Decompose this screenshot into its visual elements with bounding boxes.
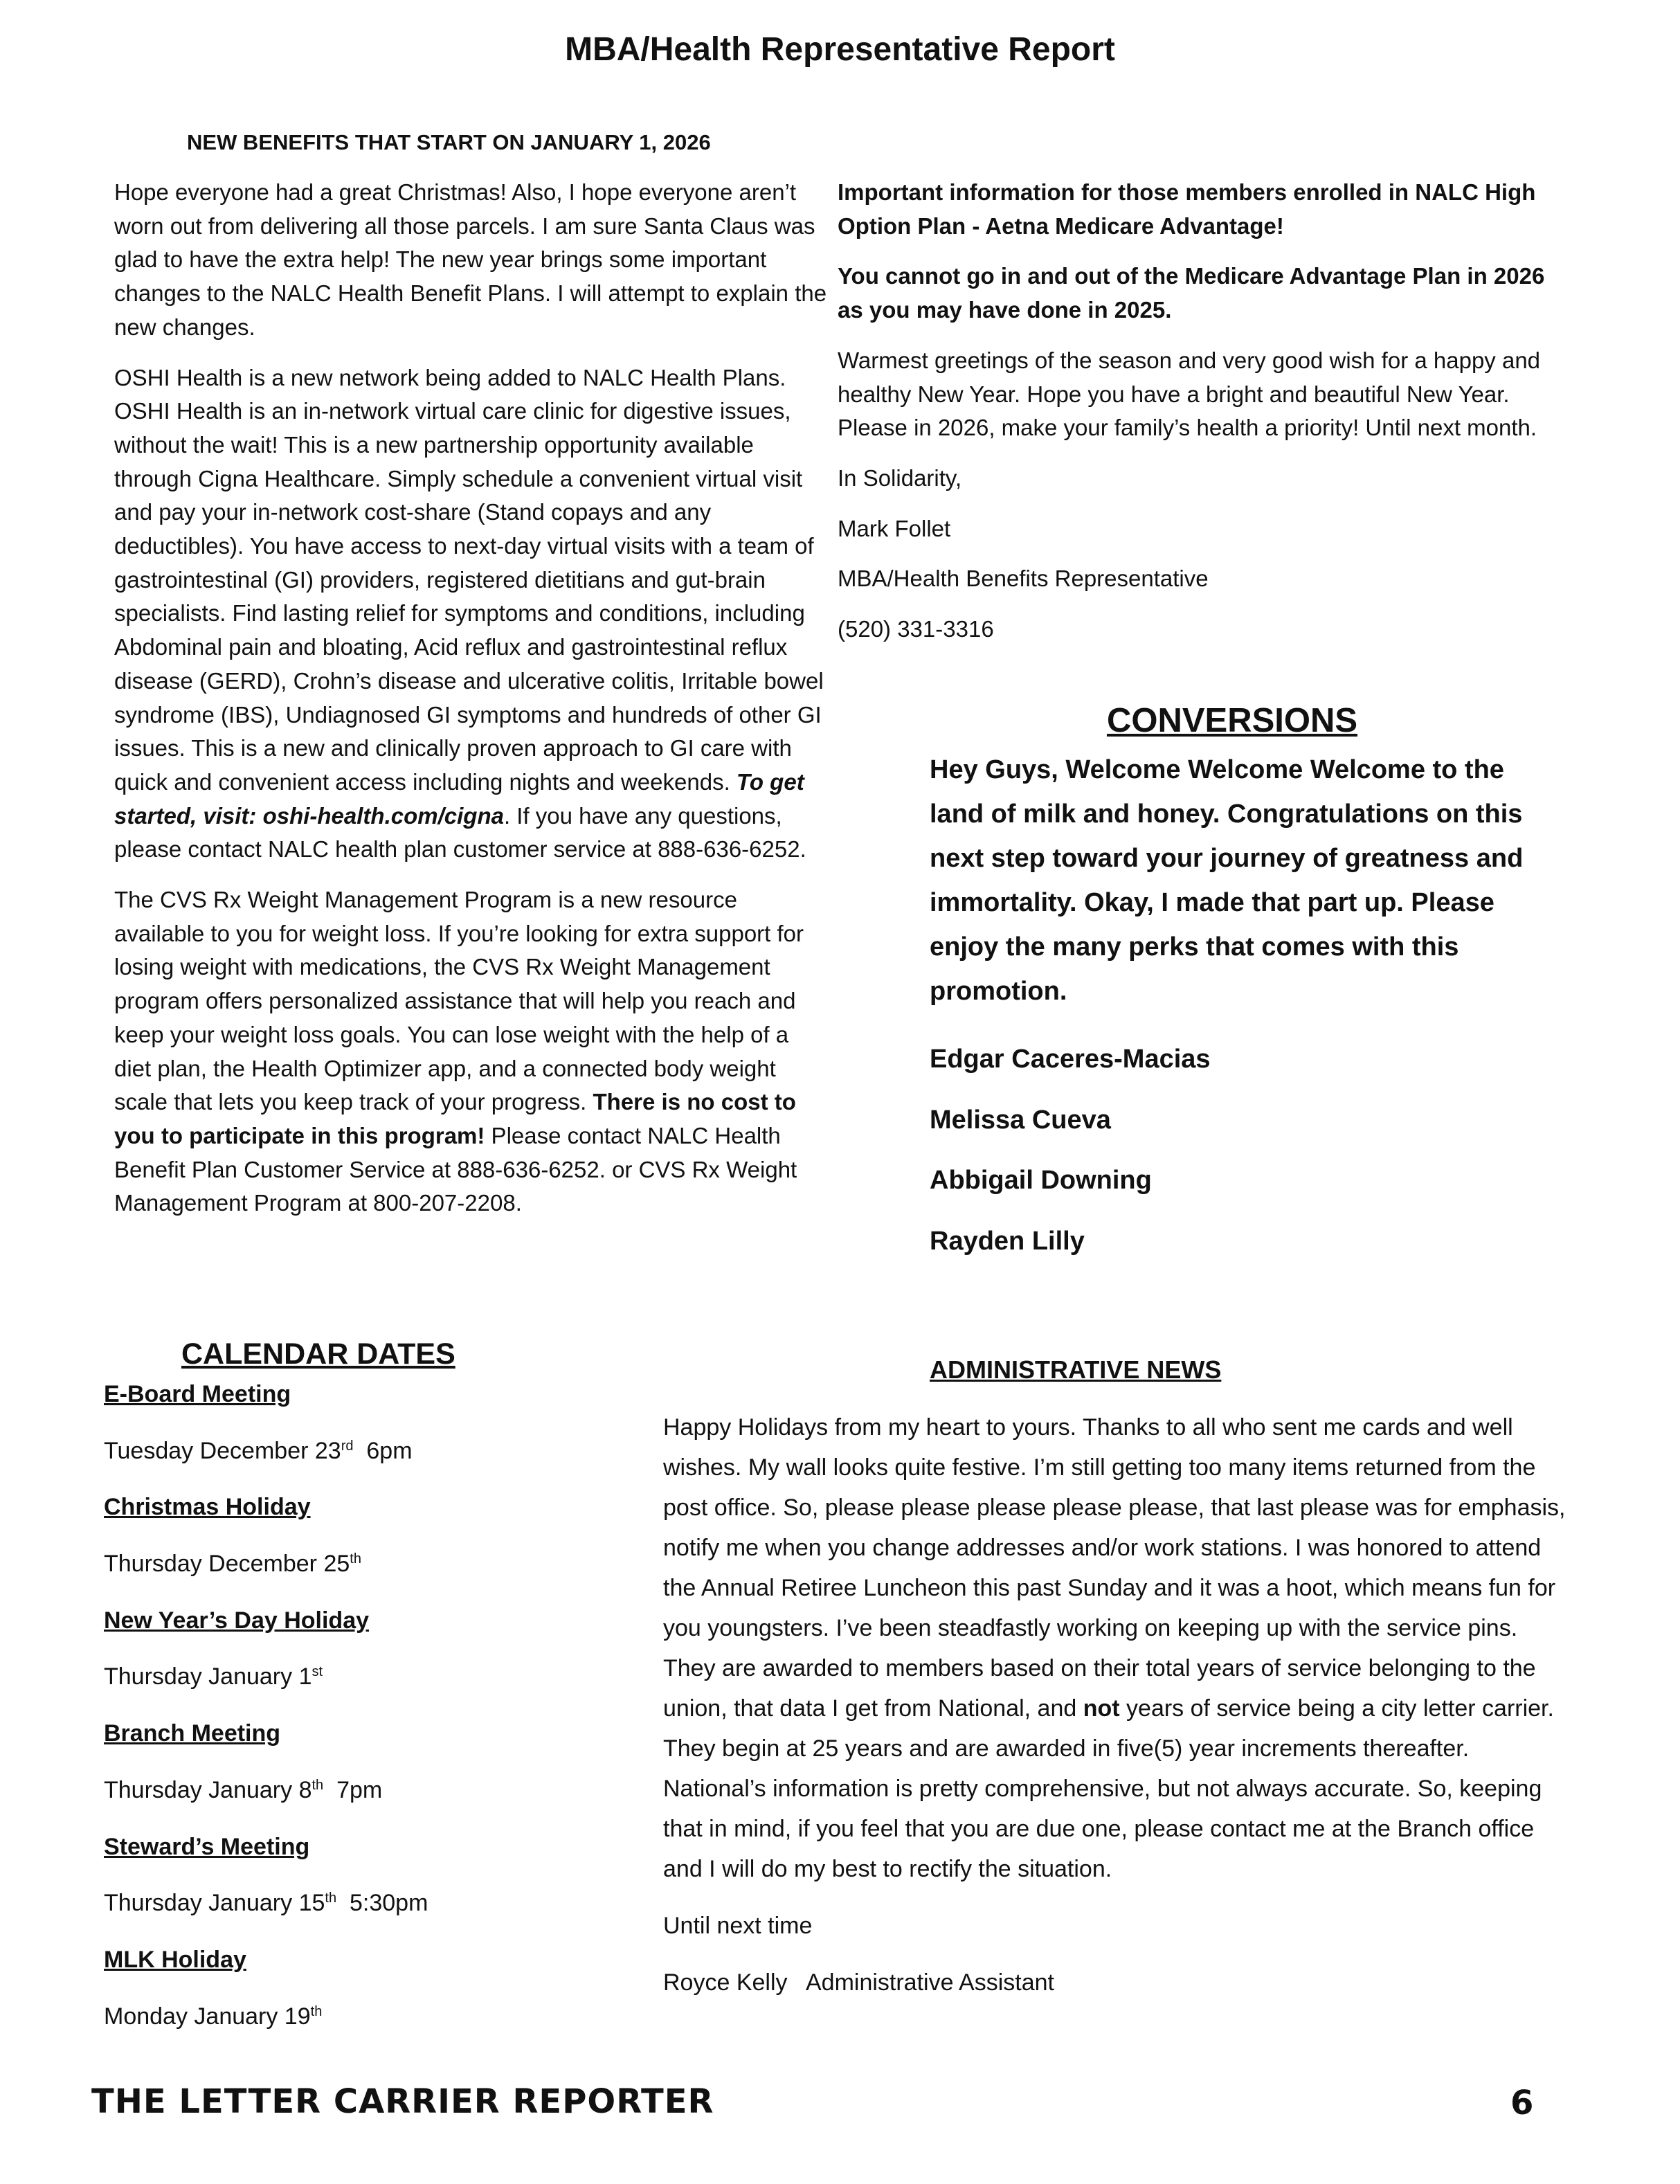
event-date-suffix: th (311, 1777, 324, 1793)
admin-signature: Royce Kelly Administrative Assistant (663, 1969, 1055, 1996)
admin-news-title: ADMINISTRATIVE NEWS (930, 1355, 1222, 1384)
event-date-text: Thursday January 8 (104, 1776, 312, 1803)
admin-signoff: Until next time (663, 1913, 813, 1939)
conversions-names (930, 1029, 1211, 1272)
calendar-event-date (104, 1777, 428, 1834)
benefits-column (114, 176, 827, 1237)
oshi-health-text: OSHI Health is a new network being added to NALC Health Plans. OSHI Health is an in-network virtual care clinic for digestive issues, without the wait! This is a new partnership opportunity available through Cigna Healthcare. Simply schedule a convenient virtual visit and pay your in-network cost-share (Stand copays and any deductibles). You have access to next-day virtual visits with a team of gastrointestinal (GI) providers, registered dietitians and gut-brain specialists. Find lasting relief for symptoms and conditions, including Abdominal pain and bloating, Acid reflux and gastrointestinal reflux disease (GERD), Crohn’s disease and ulcerative colitis, Irritable bowel syndrome (IBS), Undiagnosed GI symptoms and hundreds of other GI issues. This is a new and clinically proven approach to GI care with quick and convenient access including nights and weekends. (114, 364, 824, 795)
oshi-health-paragraph (114, 361, 827, 867)
event-date-suffix: th (350, 1551, 361, 1567)
event-date-suffix: th (325, 1890, 337, 1906)
calendar-event-label: E-Board Meeting (104, 1381, 291, 1407)
calendar-event-label: Steward’s Meeting (104, 1833, 310, 1860)
event-date-text: Thursday December 25 (104, 1551, 350, 1578)
medicare-column (838, 176, 1551, 663)
admin-news-body (663, 1407, 1570, 2019)
cvs-weight-text: The CVS Rx Weight Management Program is a new resource available to you for weight loss. If you’re looking for extra support for losing weight with medications, the CVS Rx Weight Management program offers personalized assistance that will help you reach and keep your weight loss goals. You can lose weight with the help of a diet plan, the Health Optimizer app, and a connected body weight scale that lets you keep track of your progress. (114, 887, 804, 1115)
cvs-weight-paragraph (114, 883, 827, 1220)
conversion-name: Melissa Cueva (930, 1105, 1111, 1135)
event-date-suffix: rd (341, 1438, 354, 1454)
publication-name: THE LETTER CARRIER REPORTER (91, 2082, 714, 2121)
admin-text-a: Happy Holidays from my heart to yours. Thanks to all who sent me cards and well wishes. My wall looks quite festive. I’m still getting too many items returned from the post office. So, please please please please please, that last please was for emphasis, notify me when you change addresses and/or work stations. I was honored to attend the Annual Retiree Luncheon this past Sunday and it was a hoot, which means fun for you youngsters. I’ve been steadfastly working on keeping up with the service pins. They are awarded to members based on their total years of service belonging to the union, that data I get from National, and (663, 1414, 1566, 1722)
author-role: MBA/Health Benefits Representative (838, 566, 1209, 592)
calendar-event-label: MLK Holiday (104, 1946, 246, 1973)
event-date-text: Thursday January 15 (104, 1890, 325, 1917)
calendar-event-label: New Year’s Day Holiday (104, 1607, 370, 1634)
event-date-text: Monday January 19 (104, 2003, 311, 2030)
oshi-health-link[interactable]: To get started, visit: oshi-health.com/cigna (114, 768, 804, 829)
event-time: 5:30pm (336, 1890, 428, 1917)
event-date-suffix: st (311, 1664, 323, 1680)
closing-line: In Solidarity, (838, 464, 962, 491)
event-date-text: Tuesday December 23 (104, 1437, 341, 1464)
medicare-important-notice: Important information for those members enrolled in NALC High Option Plan - Aetna Medicare Advantage! (838, 179, 1536, 239)
oshi-health-contact: . If you have any questions, please contact NALC health plan customer service at 888-636-6252. (114, 802, 806, 863)
conversion-name: Rayden Lilly (930, 1226, 1085, 1256)
conversions-message: Hey Guys, Welcome Welcome Welcome to the land of milk and honey. Congratulations on this next step toward your journey of greatness and immortality. Okay, I made that part up. Please enjoy the many perks that comes with this promotion. (930, 755, 1524, 1006)
benefits-heading: NEW BENEFITS THAT START ON JANUARY 1, 2026 (187, 130, 711, 154)
conversions-title: CONVERSIONS (1106, 702, 1358, 739)
author-name: Mark Follet (838, 515, 951, 541)
calendar-event-date (104, 1663, 428, 1720)
benefits-intro-paragraph: Hope everyone had a great Christmas! Also, I hope everyone aren’t worn out from delivering all those parcels. I am sure Santa Claus was glad to have the extra help! The new year brings some important changes to the NALC Health Benefit Plans. I will attempt to explain the new changes. (114, 179, 827, 340)
calendar-title: CALENDAR DATES (181, 1337, 455, 1371)
event-date-suffix: th (310, 2003, 323, 2019)
page-number: 6 (1510, 2084, 1534, 2122)
event-date-text: Thursday January 1 (104, 1663, 312, 1690)
admin-text-b: years of service being a city letter carrier. They begin at 25 years and are awarded in five(5) year increments thereafter. National’s information is pretty comprehensive, but not always accurate. So, keeping that in mind, if you feel that you are due one, please contact me at the Branch office and I will do my best to rectify the situation. (663, 1695, 1554, 1882)
event-time: 6pm (353, 1437, 413, 1464)
admin-news-paragraph (663, 1407, 1570, 1889)
medicare-cannot-notice: You cannot go in and out of the Medicare Advantage Plan in 2026 as you may have done in 2025. (838, 263, 1545, 323)
calendar-event-date (104, 1551, 428, 1607)
calendar-event-date (104, 1438, 428, 1495)
admin-text-emphasis: not (1083, 1695, 1120, 1722)
conversion-name: Abbigail Downing (930, 1166, 1152, 1195)
cvs-weight-contact: Please contact NALC Health Benefit Plan Customer Service at 888-636-6252. or CVS Rx Weight Management Program at 800-207-2208. (114, 1122, 797, 1216)
event-time: 7pm (323, 1776, 383, 1803)
cvs-weight-no-cost: There is no cost to you to participate in this program! (114, 1089, 796, 1148)
calendar-event-date (104, 1890, 428, 1947)
greetings-paragraph: Warmest greetings of the season and very good wish for a happy and healthy New Year. Hope you have a bright and beautiful New Year. Please in 2026, make your family’s health a priority! Until next month. (838, 347, 1541, 441)
calendar-event-label: Branch Meeting (104, 1720, 281, 1747)
calendar-event-date (104, 2003, 428, 2060)
author-phone: (520) 331-3316 (838, 616, 994, 642)
calendar-event-label: Christmas Holiday (104, 1494, 311, 1521)
page-title: MBA/Health Representative Report (565, 31, 1115, 68)
conversions-message-block (930, 748, 1539, 1030)
calendar-list (104, 1381, 428, 2059)
conversion-name: Edgar Caceres-Macias (930, 1045, 1211, 1074)
